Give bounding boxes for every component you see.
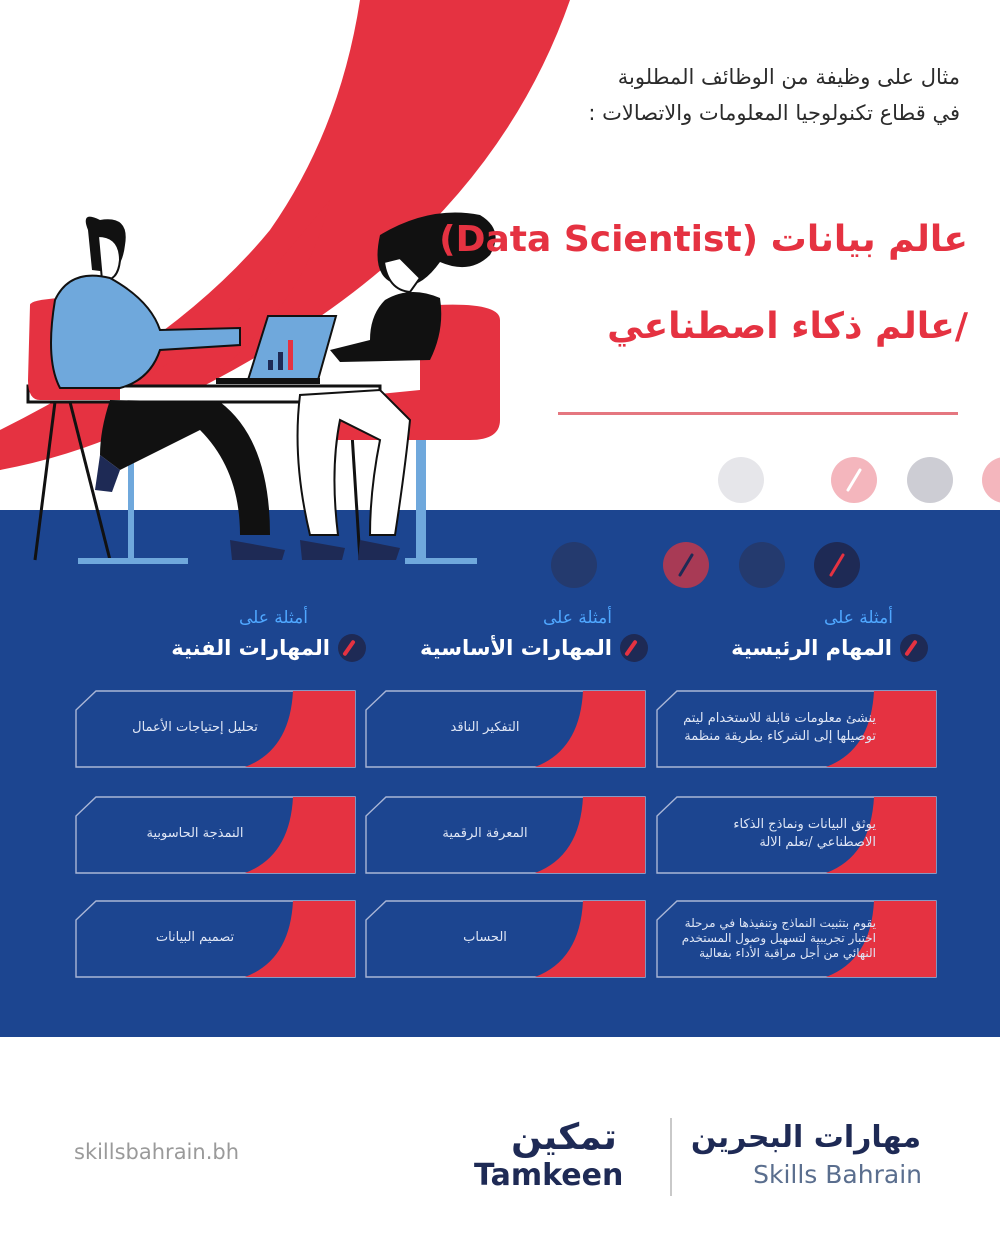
dot-decoration <box>739 542 785 588</box>
card-text: المعرفة الرقمية <box>442 826 528 841</box>
column-heading-label: المهام الرئيسية <box>731 636 892 660</box>
skills-bahrain-logo <box>686 1118 926 1192</box>
tamkeen-logo-arabic: تمكين <box>511 1117 617 1158</box>
slash-badge-icon <box>338 634 366 662</box>
intro-line-1: مثال على وظيفة من الوظائف المطلوبة <box>617 65 960 89</box>
column-subtitle: أمثلة على <box>823 608 893 628</box>
list-item <box>75 900 355 976</box>
column-subtitle: أمثلة على <box>542 608 612 628</box>
job-title-line-1: عالم بيانات (Data Scientist) <box>439 219 968 260</box>
skills-bahrain-logo-arabic: مهارات البحرين <box>690 1120 922 1155</box>
intro-line-2: في قطاع تكنولوجيا المعلومات والاتصالات : <box>588 101 960 125</box>
list-item <box>365 690 645 766</box>
dot-decoration <box>982 457 1000 503</box>
column-subtitle: أمثلة على <box>238 608 308 628</box>
list-item <box>365 900 645 976</box>
card-text: النمذجة الحاسوبية <box>146 826 244 841</box>
website-link[interactable]: skillsbahrain.bh <box>74 1140 240 1164</box>
column-heading-basic-skills <box>420 634 648 662</box>
column-heading-main-tasks <box>731 634 928 662</box>
card-text: تحليل إحتياجات الأعمال <box>132 720 258 735</box>
card-text: تصميم البيانات <box>155 930 235 945</box>
list-item <box>75 796 355 872</box>
title-divider <box>558 412 958 415</box>
job-title-line-2: /عالم ذكاء اصطناعي <box>607 306 968 347</box>
column-heading-technical-skills <box>171 634 366 662</box>
skills-bahrain-logo-english: Skills Bahrain <box>753 1160 922 1189</box>
tamkeen-logo <box>474 1118 654 1194</box>
slash-badge-icon <box>620 634 648 662</box>
list-item <box>365 796 645 872</box>
list-item <box>656 796 936 872</box>
slash-badge-icon <box>900 634 928 662</box>
card-text: التفكير الناقد <box>450 720 520 735</box>
dot-decoration <box>718 457 764 503</box>
card-text: يوثق البيانات ونماذج الذكاء الاصطناعي /تعلم الالة <box>733 817 876 850</box>
column-heading-label: المهارات الفنية <box>171 636 330 660</box>
column-heading-label: المهارات الأساسية <box>420 636 612 660</box>
logo-divider <box>670 1118 672 1196</box>
card-text: يقوم بتثبيت النماذج وتنفيذها في مرحلة اختبار تجريبية لتسهيل وصول المستخدم النهائي من أجل مراقبة الأداء بفعالية <box>681 915 876 960</box>
list-item <box>656 690 936 766</box>
dot-decoration <box>551 542 597 588</box>
card-text: الحساب <box>463 930 507 945</box>
dot-decoration <box>907 457 953 503</box>
card-text: ينشئ معلومات قابلة للاستخدام ليتم توصيلها إلى الشركاء بطريقة منظمة <box>683 711 876 744</box>
list-item <box>656 900 936 976</box>
tamkeen-logo-english: Tamkeen <box>474 1158 624 1193</box>
list-item <box>75 690 355 766</box>
